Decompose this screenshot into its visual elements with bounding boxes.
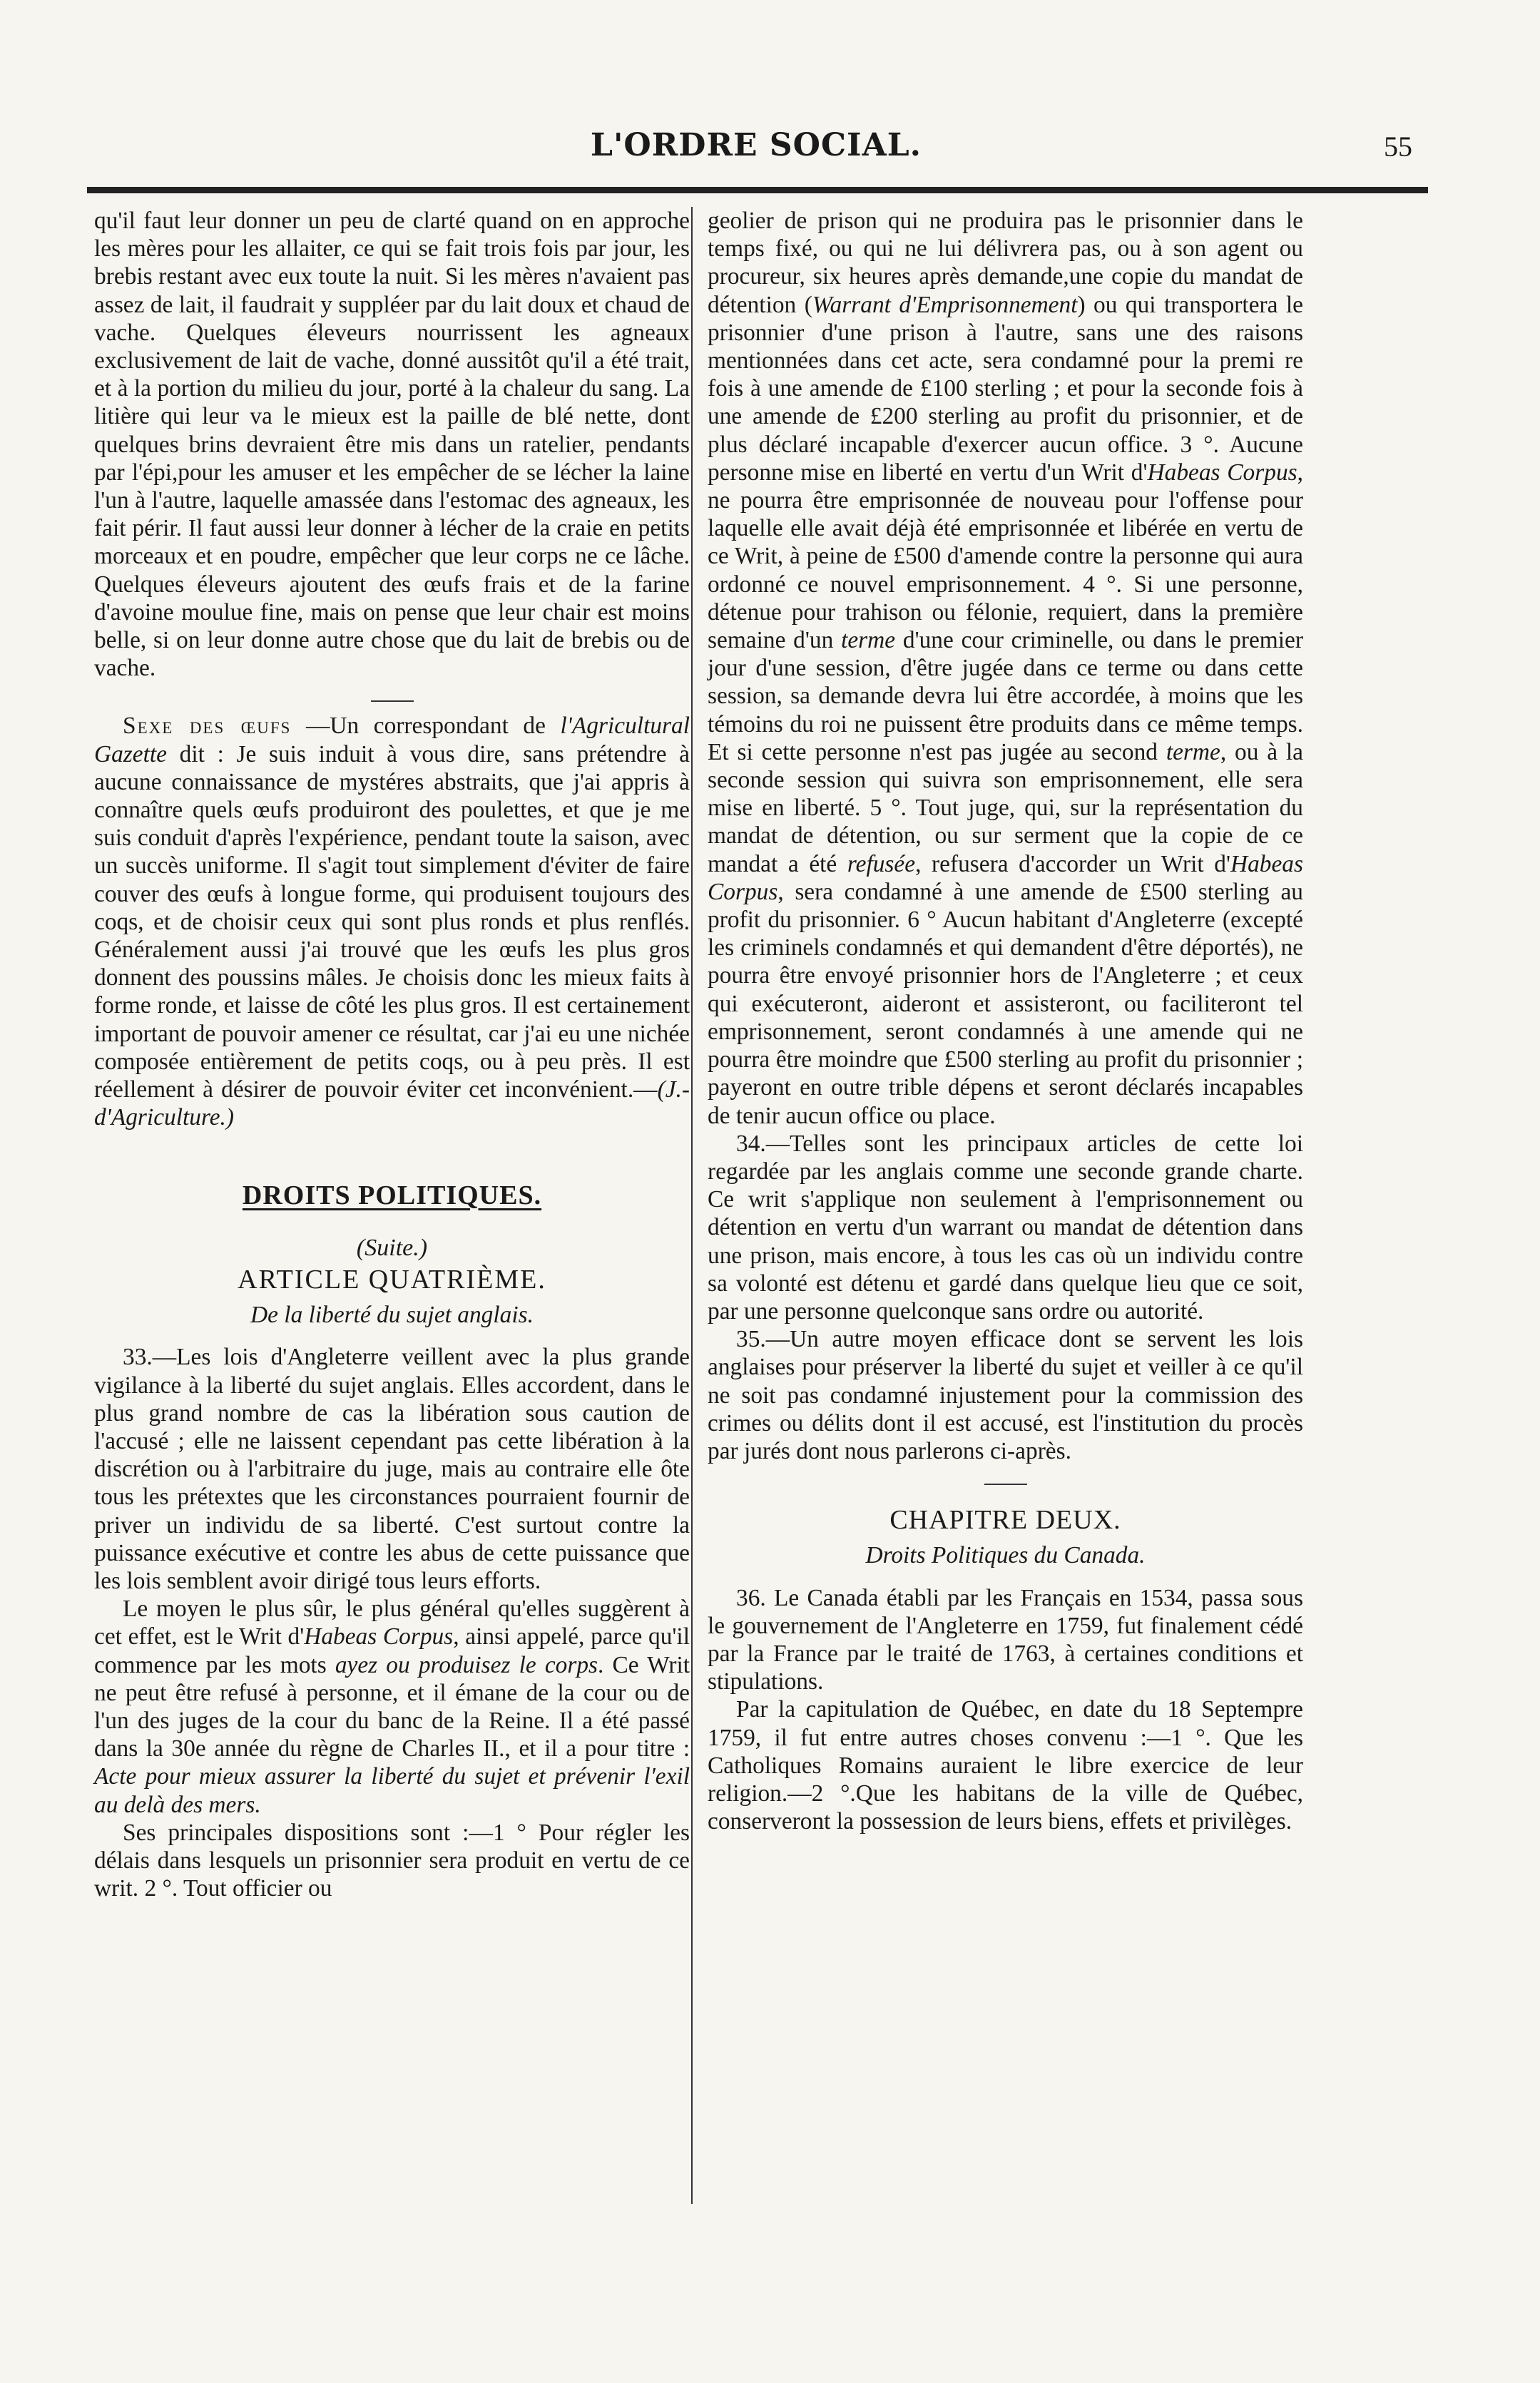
- page-number: 55: [1384, 131, 1412, 163]
- paragraph-33: 33.—Les lois d'Angleterre veillent avec la plus grande vigilance à la liberté du sujet anglais. Elles accordent, dans le plus grand nombre de cas la libération sous caution de l'accusé ; elle ne laissent cependant pas cette libération à la discrétion ou à l'arbitraire du juge, mais au contraire elle ôte tous les prétextes que les circonstances pourraient fournir de priver un individu de sa liberté. C'est surtout contre la puissance exécutive et contre les abus de cette puissance que les lois semblent avoir dirigé tous leurs efforts.: [94, 1344, 690, 1594]
- short-rule: [984, 1484, 1027, 1485]
- left-column: [94, 207, 690, 1902]
- paragraph-36: 36. Le Canada établi par les Français en 1534, passa sous le gouvernement de l'Angleterre en 1759, fut finalement cédé par la France par le traité de 1763, à certaines conditions et stipulations.: [708, 1584, 1303, 1695]
- paragraph-eggs: Sexe des œufs —Un correspondant de l'Agricultural Gazette dit : Je suis induit à vous dire, sans prétendre à aucune connaissance de mystéres abstraits, que j'ai appris à connaître quels œufs produiront des poulettes, et que je me suis conduit d'après l'expérience, pendant toute la saison, avec un succès uniforme. Il s'agit tout simplement d'éviter de faire couver des œufs à longue forme, qui produisent toujours des coqs, et de choisir ceux qui sont plus ronds et plus renflés. Généralement aussi j'ai trouvé que les œufs les plus gros donnent des poussins mâles. Je choisis donc les mieux faits à forme ronde, et laisse de côté les plus gros. Il est certainement important de pouvoir amener ce résultat, car j'ai eu une nichée composée entièrement de petits coqs, ou à peu près. Il est réellement à désirer de pouvoir éviter cet inconvénient.—(J.-d'Agriculture.): [94, 713, 690, 1131]
- running-title: L'ORDRE SOCIAL.: [591, 127, 922, 163]
- section-title: DROITS POLITIQUES.: [242, 1180, 542, 1210]
- paragraph-34: 34.—Telles sont les principaux articles de cette loi regardée par les anglais comme une seconde grande charte. Ce writ s'applique non seulement à l'emprisonnement ou détention en vertu d'un warrant ou mandat de détention dans une prison, mais encore, à tous les cas où un individu contre sa volonté est détenu et gardé dans quelque lieu que ce soit, par une personne quelconque sans ordre ou autorité.: [708, 1130, 1303, 1325]
- paragraph-dispositions: Ses principales dispositions sont :—1 ° Pour régler les délais dans lesquels un prisonnier sera produit en vertu de ce writ. 2 °. Tout officier ou: [94, 1819, 690, 1902]
- article-subtitle: De la liberté du sujet anglais.: [250, 1302, 534, 1329]
- header-rule: [87, 187, 1428, 193]
- citation: (J.-d'Agriculture.): [94, 1076, 690, 1131]
- column-divider: [691, 207, 693, 2204]
- paragraph-habeas: Le moyen le plus sûr, le plus général qu'elles suggèrent à cet effet, est le Writ d'Habeas Corpus, ainsi appelé, parce qu'il commence par les mots ayez ou produisez le corps. Ce Writ ne peut être refusé à personne, et il émane de la cour ou de l'un des juges de la cour du banc de la Reine. Il a été passé dans la 30e année du règne de Charles II., et il a pour titre : Acte pour mieux assurer la liberté du sujet et prévenir l'exil au delà des mers.: [94, 1596, 690, 1818]
- chapter-subtitle: Droits Politiques du Canada.: [865, 1542, 1146, 1569]
- paragraph-heading: Sexe des œufs: [123, 713, 292, 740]
- paragraph-geolier: geolier de prison qui ne produira pas le prisonnier dans le temps fixé, ou qui ne lui délivrera pas, ou à son agent ou procureur, six heures après demande,une copie du mandat de détention (Warrant d'Emprisonnement) ou qui transportera le prisonnier d'une prison à l'autre, sans une des raisons mentionnées dans cet acte, sera condamné pour la premi re fois à une amende de £100 sterling ; et pour la seconde fois à une amende de £200 sterling au profit du prisonnier, et de plus déclaré incapable d'exercer aucun office. 3 °. Aucune personne mise en liberté en vertu d'un Writ d'Habeas Corpus, ne pourra être emprisonnée de nouveau pour l'offense pour laquelle elle avait déjà été emprisonnée et libérée en vertu de ce Writ, à peine de £500 d'amende contre la personne qui aura ordonné ce nouvel emprisonnement. 4 °. Si une personne, détenue pour trahison ou félonie, requiert, dans la première semaine d'un terme d'une cour criminelle, ou dans le premier jour d'une session, d'être jugée dans ce terme ou dans cette session, sa demande devra lui être accordée, à moins que les témoins du roi ne puissent être produits dans ce même temps. Et si cette personne n'est pas jugée au second terme, ou à la seconde session qui suivra son emprisonnement, elle sera mise en liberté. 5 °. Tout juge, qui, sur la représentation du mandat de détention, ou sur serment que la copie de ce mandat a été refusée, refusera d'accorder un Writ d'Habeas Corpus, sera condamné à une amende de £500 sterling au profit du prisonnier. 6 ° Aucun habitant d'Angleterre (excepté les criminels condamnés et qui demandent d'être déportés), ne pourra être envoyé prisonnier hors de l'Angleterre ; et ceux qui exécuteront, aideront et assisteront, ou faciliteront tel emprisonnement, seront condamnés à une amende qui ne pourra être moindre que £500 sterling au profit du prisonnier ; payeront en outre trible dépens et seront déclarés incapables de tenir aucun office ou place.: [708, 208, 1304, 1129]
- chapter-title: CHAPITRE DEUX.: [889, 1505, 1121, 1536]
- paragraph-lambs: qu'il faut leur donner un peu de clarté quand on en approche les mères pour les allaiter, ce qui se fait trois fois par jour, les brebis restant avec eux toute la nuit. Si les mères n'avaient pas assez de lait, il faudrait y suppléer par du lait doux et chaud de vache. Quelques éleveurs nourrissent les agneaux exclusivement de lait de vache, donné aussitôt qu'il a été trait, et à la portion du milieu du jour, porté à la chaleur du sang. La litière qui leur va le mieux est la paille de blé nette, dont quelques brins devraient être mis dans un ratelier, pendants par l'épi,pour les amuser et les empêcher de se lécher la laine l'un à l'autre, laquelle amassée dans l'estomac des agneaux, les fait périr. Il faut aussi leur donner à lécher de la craie en petits morceaux et en poudre, empêcher que leur corps ne ce lâche. Quelques éleveurs ajoutent des œufs frais et de la farine d'avoine moulue fine, mais on pense que leur chair est moins belle, si on leur donne autre chose que du lait de brebis ou de vache.: [94, 208, 690, 682]
- article-title: ARTICLE QUATRIÈME.: [238, 1264, 546, 1295]
- suite-label: (Suite.): [356, 1234, 428, 1261]
- short-rule: [371, 700, 414, 702]
- page-header: [86, 127, 1427, 184]
- source-name: l'Agricultural Gazette: [94, 713, 690, 767]
- paragraph-35: 35.—Un autre moyen efficace dont se servent les lois anglaises pour préserver la liberté du sujet et veiller à ce qu'il ne soit pas condamné injustement pour la commission des crimes ou délits dont il est accusé, est l'institution du procès par jurés dont nous parlerons ci-après.: [708, 1326, 1303, 1464]
- right-column: [708, 207, 1303, 1835]
- paragraph-capitulation: Par la capitulation de Québec, en date du 18 Septempre 1759, il fut entre autres choses convenu :—1 °. Que les Catholiques Romains auraient le libre exercice de leur religion.—2 °.Que les habitans de la ville de Québec, conserveront la possession de leurs biens, effets et privilèges.: [708, 1696, 1303, 1835]
- act-title: Acte pour mieux assurer la liberté du sujet et prévenir l'exil au delà des mers.: [94, 1763, 690, 1818]
